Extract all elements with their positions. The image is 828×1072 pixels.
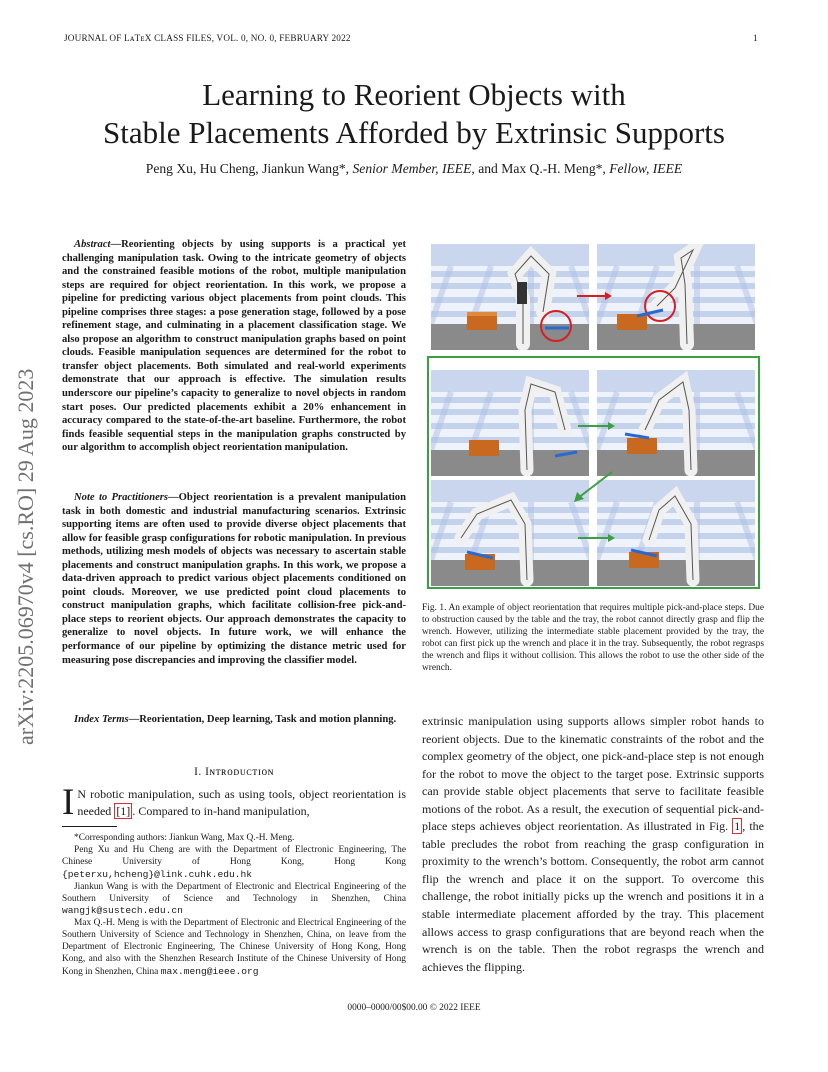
arrow-1 bbox=[575, 288, 613, 298]
figure-panel-2 bbox=[597, 244, 755, 350]
right-column-text bbox=[422, 713, 764, 976]
footnote-affiliation-3 bbox=[62, 918, 406, 979]
abstract bbox=[62, 238, 406, 455]
note-lead: Note to Practitioners bbox=[74, 492, 169, 503]
footnote-affiliation-2 bbox=[62, 882, 406, 919]
arrow-3 bbox=[568, 470, 614, 504]
author-role-1: Senior Member, IEEE bbox=[352, 161, 472, 176]
copyright-footer: 0000–0000/00$00.00 © 2022 IEEE bbox=[347, 1003, 481, 1013]
figure-panel-6 bbox=[597, 480, 755, 586]
figure-panel-5 bbox=[431, 480, 589, 586]
intro-text-2: . Compared to in-hand manipulation, bbox=[132, 803, 310, 818]
page-number: 1 bbox=[753, 33, 758, 43]
abstract-text: —Reorienting objects by using supports is a practical yet challenging manipulation task. Owing to the intricate geometry of objects and the constrained feasible motions of the robot, multiple manipulation steps are required for object reorientation. In this work, we propose a pipeline for predicting various object placements from point clouds. This pipeline comprises three stages: a pose generation stage, followed by a pose refinement stage, and culminating in a placement classification stage. We also propose an algorithm to construct manipulation graphs based on point clouds. Feasible manipulation sequences are determined for the robot to transfer object placements. Both simulated and real-world experiments demonstrate that our approach is effective. The simulation results underscore our pipeline’s capacity to generalize to novel objects in random start poses. Our predicted placements exhibit a 20% enhancement in accuracy compared to the state-of-the-art baseline. Furthermore, the robot finds feasible sequential steps in the manipulation graphs constructed by our algorithm to accomplish object reorientation manipulation. bbox=[62, 239, 406, 454]
figure-panel-3 bbox=[431, 370, 589, 476]
section-heading-introduction: I. Iɴᴛʀᴏᴅᴜᴄᴛɪᴏɴ bbox=[194, 766, 274, 778]
authors-mid: , and Max Q.-H. Meng*, bbox=[471, 161, 610, 176]
note-to-practitioners bbox=[62, 491, 406, 667]
arrow-4 bbox=[576, 530, 616, 540]
index-terms bbox=[62, 713, 406, 727]
figure-panel-4 bbox=[597, 370, 755, 476]
email-1[interactable]: {peterxu,hcheng}@link.cuhk.edu.hk bbox=[62, 868, 252, 880]
figure-reference-link[interactable]: 1 bbox=[734, 819, 741, 834]
index-terms-lead: Index Terms bbox=[74, 714, 129, 725]
note-text: —Object reorientation is a prevalent manipulation task in both domestic and industrial manufacturing scenarios. Extrinsic supporting items are often used to provide diverse object placements that allow for feasible grasp configurations for robotic manipulation. In previous methods, utilizing mesh models of objects was necessary to ascertain stable placements and construct manipulation graphs. In this work, we propose a data-driven approach to predict various object placements conditioned on point clouds. Moreover, we use predicted point cloud placements to construct manipulation graphs, which facilitate collision-free pick-and-place steps to reorient objects. Our approach demonstrates the capacity to generalize to novel objects. In future work, we will enhance the performance of our pipeline by optimizing the distance metric used for measuring pose discrepancies and improving the classifier model. bbox=[62, 492, 406, 666]
title-line-2: Stable Placements Afforded by Extrinsic Supports bbox=[103, 115, 725, 150]
email-2[interactable]: wangjk@sustech.edu.cn bbox=[62, 905, 183, 917]
footnote-rule bbox=[62, 826, 117, 827]
figure-caption: Fig. 1. An example of object reorientation that requires multiple pick-and-place steps. Due to obstruction caused by the table and the tray, the robot cannot directly grasp and flip the wrench. However, utilizing the intermediate stable placement provided by the tray, the robot can first pick up the wrench and place it in the tray. Subsequently, the robot regrasps the wrench and flips it without collision. This allows the robot to use the other side of the wrench. bbox=[422, 603, 764, 673]
title-line-1: Learning to Reorient Objects with bbox=[202, 77, 626, 112]
author-role-2: Fellow, IEEE bbox=[609, 161, 683, 176]
footnote-affiliation-1-text: Peng Xu and Hu Cheng are with the Department of Electronic Engineering, The Chinese University of Hong Kong, Hong Kong bbox=[62, 844, 406, 867]
footnotes bbox=[62, 833, 406, 979]
running-header: JOURNAL OF LᴀTᴇX CLASS FILES, VOL. 0, NO. 0, FEBRUARY 2022 bbox=[64, 33, 351, 43]
drop-cap: I bbox=[62, 782, 75, 823]
footnote-corresponding: *Corresponding authors: Jiankun Wang, Max Q.-H. Meng. bbox=[74, 833, 295, 843]
index-terms-text: —Reorientation, Deep learning, Task and motion planning. bbox=[128, 714, 397, 725]
tray bbox=[467, 312, 497, 330]
right-col-text-2: , the table precludes the robot from reaching the grasp configuration in proximity to the wrench’s bottom. Consequently, the robot arm cannot flip the wrench and place it on the support. To overcome this challenge, the robot initially picks up the wrench and positions it in a stable intermediate placement afforded by the tray. This placement allows access to grasp configurations that are beyond reach when the wrench is on the table. Then the robot regrasps the wrench and achieves the flipping. bbox=[422, 819, 764, 974]
intro-text-1: N robotic manipulation, such as using tools, object reorientation is needed bbox=[77, 787, 406, 818]
email-3[interactable]: max.meng@ieee.org bbox=[160, 965, 259, 977]
footnote-affiliation-1 bbox=[62, 845, 406, 882]
right-col-text-1: extrinsic manipulation using supports allows simpler robot hands to reorient objects. Due to the kinematic constraints of the robot and the complex geometry of the object, one pick-and-place step is not enough for the robot to move the object to the target pose. Extrinsic supports can provide stable object placements that serve to facilitate feasible motions of the robot. As a result, the execution of sequential pick-and-place steps achieves object reorientation. As illustrated in Fig. bbox=[422, 714, 764, 834]
abstract-lead: Abstract bbox=[74, 239, 111, 250]
authors-main: Peng Xu, Hu Cheng, Jiankun Wang*, bbox=[145, 161, 353, 176]
paper-title bbox=[0, 76, 828, 152]
footnote-affiliation-2-text: Jiankun Wang is with the Department of Electronic and Electrical Engineering of the Southern University of Science and Technology in Shenzhen, China bbox=[62, 881, 406, 904]
arxiv-watermark: arXiv:2205.06970v4 [cs.RO] 29 Aug 2023 bbox=[13, 368, 38, 745]
figure-panel-1 bbox=[431, 244, 589, 350]
footnote-affiliation-3-text: Max Q.-H. Meng is with the Department of Electronic and Electrical Engineering of the Southern University of Science and Technology in Shenzhen, China, on leave from the Department of Electronic Engineering, The Chinese University of Hong Kong, Hong Kong, and also with the Shenzhen Research Institute of the Chinese University of Hong Kong in Shenzhen, China bbox=[62, 918, 406, 977]
intro-paragraph bbox=[62, 782, 406, 823]
arrow-2 bbox=[576, 418, 616, 428]
citation-link[interactable]: [1] bbox=[116, 803, 131, 818]
author-list bbox=[0, 161, 828, 177]
